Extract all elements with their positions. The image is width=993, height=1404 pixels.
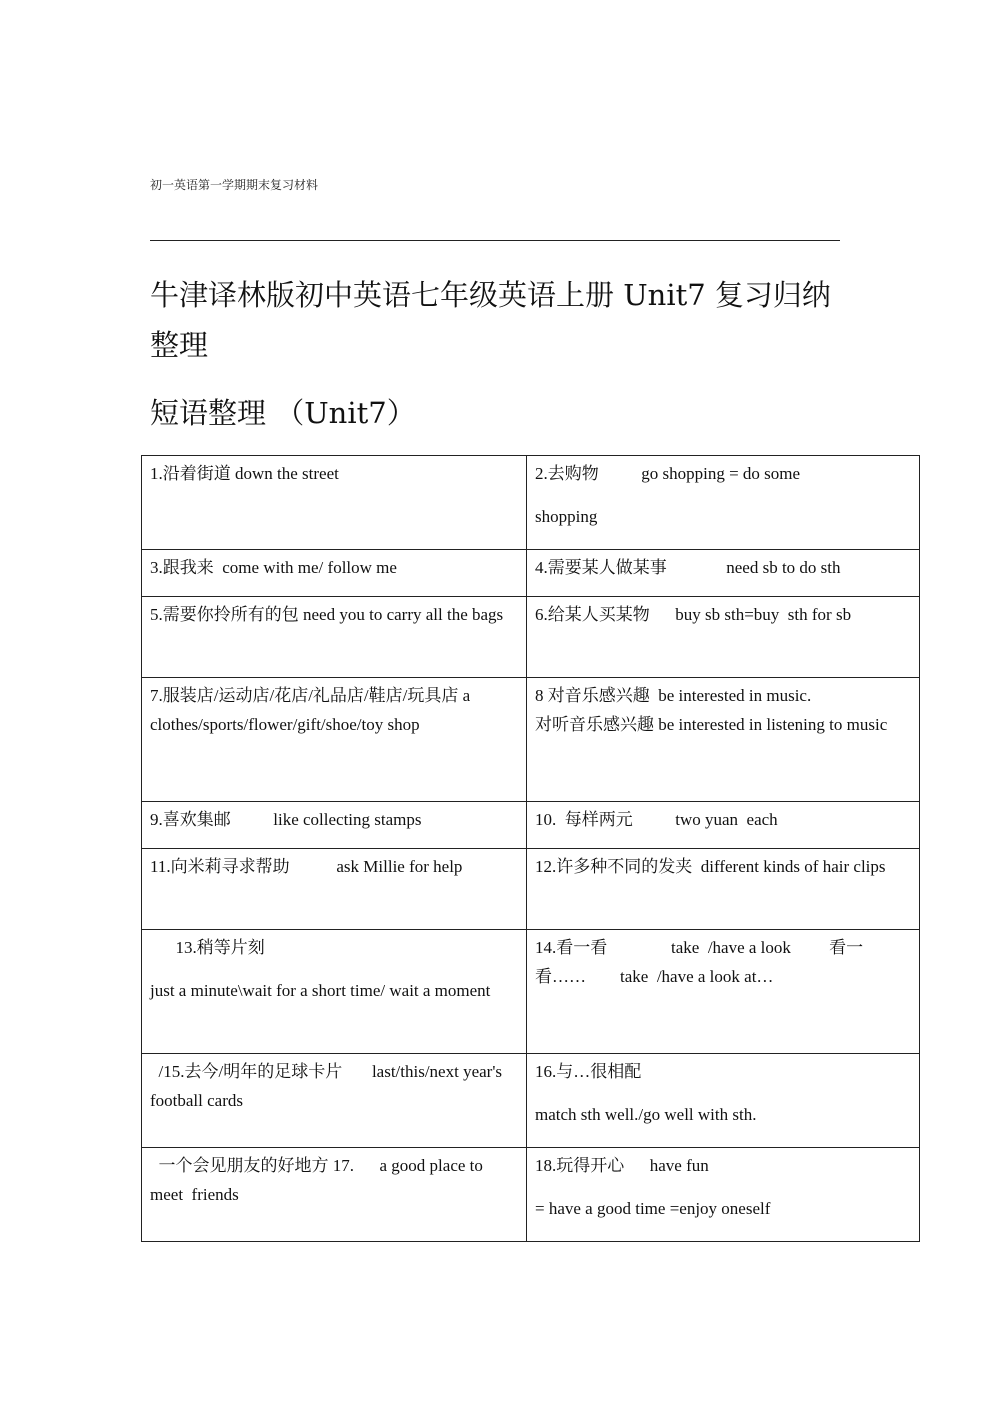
phrase-cell-5 xyxy=(142,597,527,678)
phrase-cell-15 xyxy=(142,1054,527,1148)
phrase-text: 7.服装店/运动店/花店/礼品店/鞋店/玩具店 a clothes/sports/flower/gift/shoe/toy shop xyxy=(150,686,475,734)
phrase-text: 6.给某人买某物 buy sb sth=buy sth for sb xyxy=(535,605,852,624)
phrase-text: 1.沿着街道 down the street xyxy=(150,464,339,483)
phrase-text: 3.跟我来 come with me/ follow me xyxy=(150,558,397,577)
phrase-text: 12.许多种不同的发夹 different kinds of hair clips xyxy=(535,857,886,876)
phrase-text: 11.向米莉寻求帮助 ask Millie for help xyxy=(150,857,463,876)
phrase-cell-13 xyxy=(142,930,527,1054)
table-row xyxy=(142,802,920,849)
phrase-text-cont: 对听音乐感兴趣 be interested in listening to music xyxy=(535,715,888,734)
header-rule xyxy=(150,240,840,241)
phrase-text: 14.看一看 take /have a look 看一看…… take /have a look at… xyxy=(535,938,864,986)
phrase-cell-2 xyxy=(527,456,920,550)
phrase-cell-12 xyxy=(527,849,920,930)
phrase-cell-16 xyxy=(527,1054,920,1148)
phrase-table xyxy=(141,455,920,1242)
phrase-text: 16.与…很相配 xyxy=(535,1062,642,1081)
phrase-text: 2.去购物 go shopping = do some xyxy=(535,464,801,483)
phrase-text: 13.稍等片刻 xyxy=(150,938,265,957)
phrase-cell-11 xyxy=(142,849,527,930)
phrase-cell-10 xyxy=(527,802,920,849)
table-row xyxy=(142,849,920,930)
phrase-text: 18.玩得开心 have fun xyxy=(535,1156,709,1175)
phrase-text: 4.需要某人做某事 need sb to do sth xyxy=(535,558,841,577)
table-row xyxy=(142,456,920,550)
phrase-cell-7 xyxy=(142,678,527,802)
phrase-cell-17 xyxy=(142,1148,527,1242)
phrase-cell-9 xyxy=(142,802,527,849)
phrase-cell-14 xyxy=(527,930,920,1054)
phrase-cell-4 xyxy=(527,550,920,597)
table-row xyxy=(142,1054,920,1148)
phrase-text: 10. 每样两元 two yuan each xyxy=(535,810,778,829)
table-row xyxy=(142,597,920,678)
phrase-cell-8 xyxy=(527,678,920,802)
phrase-cell-6 xyxy=(527,597,920,678)
table-row xyxy=(142,930,920,1054)
phrase-text: /15.去今/明年的足球卡片 last/this/next year's football cards xyxy=(150,1062,507,1110)
phrase-text: 9.喜欢集邮 like collecting stamps xyxy=(150,810,422,829)
document-title: 牛津译林版初中英语七年级英语上册 Unit7 复习归纳整理 xyxy=(150,278,831,362)
phrase-cell-3 xyxy=(142,550,527,597)
phrase-text-cont: shopping xyxy=(535,507,598,526)
phrase-text: 5.需要你拎所有的包 need you to carry all the bags xyxy=(150,605,504,624)
phrase-text: 8 对音乐感兴趣 be interested in music. xyxy=(535,686,812,705)
table-row xyxy=(142,1148,920,1242)
phrase-text-cont: just a minute\wait for a short time/ wait a moment xyxy=(150,981,491,1000)
table-row xyxy=(142,678,920,802)
table-row xyxy=(142,550,920,597)
phrase-cell-18 xyxy=(527,1148,920,1242)
phrase-cell-1 xyxy=(142,456,527,550)
phrase-text: 一个会见朋友的好地方 17. a good place to meet friends xyxy=(150,1156,488,1204)
phrase-text-cont: match sth well./go well with sth. xyxy=(535,1105,757,1124)
phrase-text-cont: = have a good time =enjoy oneself xyxy=(535,1199,771,1218)
header-note: 初一英语第一学期期末复习材料 xyxy=(150,178,319,192)
section-title: 短语整理 （Unit7） xyxy=(150,396,416,430)
